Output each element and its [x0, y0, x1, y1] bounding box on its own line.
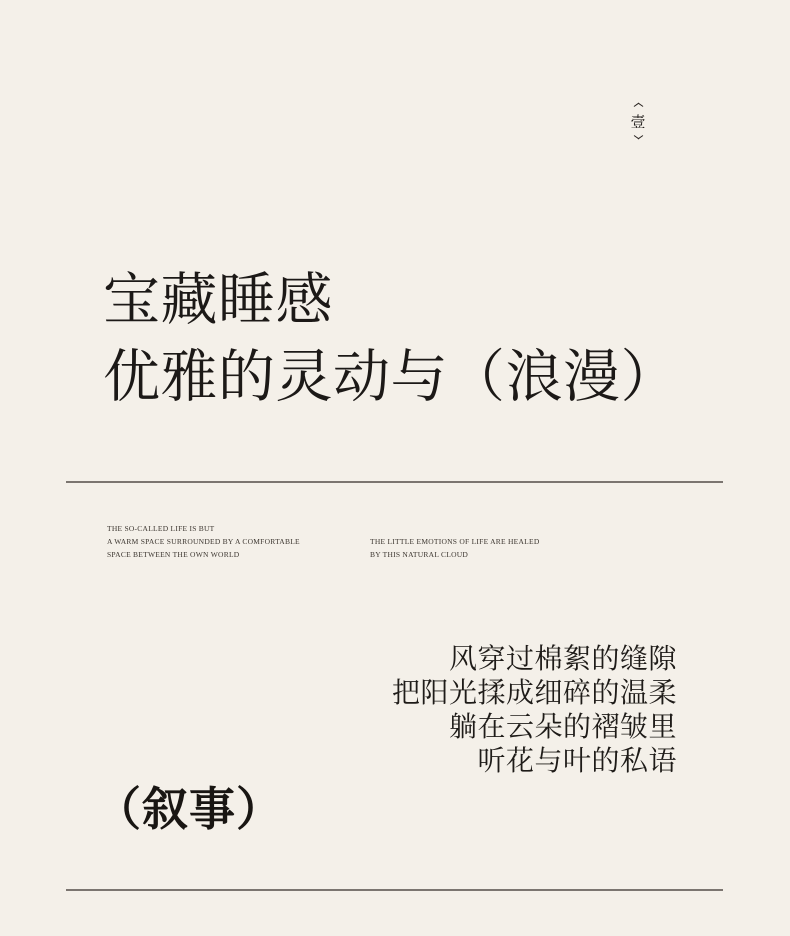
poem-line-3: 躺在云朵的褶皱里 [448, 712, 677, 743]
poem-line-1: 风穿过棉絮的缝隙 [448, 644, 677, 675]
lower-divider [66, 889, 723, 891]
section-marker [624, 106, 652, 140]
poem-line-2: 把阳光揉成细碎的温柔 [391, 678, 677, 709]
page-title [103, 262, 678, 416]
chevron-down-icon [634, 135, 643, 140]
caption-right-line-2: BY THIS NATURAL CLOUD [370, 550, 469, 559]
narrative-label: （叙事） [95, 784, 283, 835]
section-number-label: 壹 [630, 115, 646, 131]
caption-right [370, 535, 539, 561]
caption-right-line-1: THE LITTLE EMOTIONS OF LIFE ARE HEALED [370, 537, 540, 546]
page-title-line-1: 宝藏睡感 [103, 269, 333, 332]
caption-left-line-2: A WARM SPACE SURROUNDED BY A COMFORTABLE [107, 537, 300, 546]
poem-line-4: 听花与叶的私语 [477, 746, 677, 777]
chevron-up-icon [634, 106, 643, 111]
page-title-line-2: 优雅的灵动与（浪漫） [103, 346, 678, 409]
caption-left-line-1: THE SO-CALLED LIFE IS BUT [107, 524, 215, 533]
caption-left [107, 522, 300, 561]
poem-block [392, 643, 677, 779]
upper-divider [66, 481, 723, 483]
caption-left-line-3: SPACE BETWEEN THE OWN WORLD [107, 550, 240, 559]
